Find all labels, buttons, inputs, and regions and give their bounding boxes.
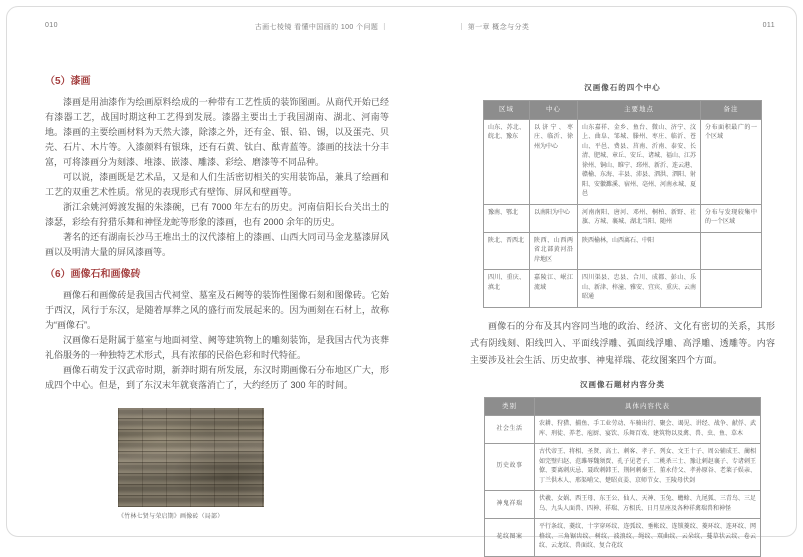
header-cell-category: 类别 — [485, 397, 535, 416]
page-number-right: 011 — [762, 22, 775, 29]
table-row — [485, 491, 761, 519]
header-cell-locations: 主要地点 — [578, 101, 701, 120]
cell-region: 豫南、鄂北 — [484, 204, 530, 232]
cell-center: 嘉陵江、岷江流域 — [530, 270, 578, 308]
cell-category: 神鬼祥瑞 — [485, 491, 535, 519]
cell-locations: 陕西榆林，山西离石、中阳 — [578, 232, 701, 270]
cell-notes: 分布与发现较集中的一个区域 — [701, 204, 762, 232]
cell-center: 以济宁、枣庄、临沂、徐州为中心 — [530, 119, 578, 204]
table-row — [484, 270, 762, 308]
section-heading-pictorial-stone: （6）画像石和画像砖 — [45, 269, 141, 280]
header-cell-content: 具体内容代表 — [535, 397, 761, 416]
cell-notes — [701, 232, 762, 270]
cell-notes: 分布面积最广的一个区域 — [701, 119, 762, 204]
table-theme-categories — [484, 397, 761, 557]
cell-content: 农耕、狩猎、捕鱼、手工业劳动、车骑出行、聚会、谒见、讲经、战争、献俘、武库、刑徒、养老、庖厨、宴饮、乐舞百戏、建筑物以及禽、兽、虫、鱼、草木 — [535, 416, 761, 444]
paragraph: 画像石的分布及其内容同当地的政治、经济、文化有密切的关系，其形式有阴线刻、阳线凹入、平面线浮雕、弧面线浮雕、高浮雕、透雕等。内容主要涉及社会生活、历史故事、神鬼祥瑞、花纹图案四个方面。 — [470, 320, 775, 365]
cell-content: 伏羲、女娲、西王母、东王公、仙人、天神、玉兔、蟾蜍、九尾狐、三青鸟、三足乌、九头人面兽、四神、祥瑞、方相氏、日月星座及各种祥禽瑞兽和神怪 — [535, 491, 761, 519]
table-header-row — [484, 101, 762, 120]
cell-notes — [701, 270, 762, 308]
cell-content: 平行条纹、菱纹、十字穿环纹、连弧纹、垂帐纹、连锁菱纹、菱环纹、连环纹、网格纹、三角锯齿纹、树纹、波浪纹、绳纹、双曲纹、云朵纹、蔓草状云纹、卷云纹、云龙纹、兽面纹、复合花纹 — [535, 519, 761, 557]
table-row — [485, 519, 761, 557]
paragraph: 汉画像石是附属于墓室与地面祠堂、阙等建筑物上的雕刻装饰，是我国古代为丧葬礼俗服务的一种独特艺术形式，具有浓郁的民俗色彩和时代特征。 — [45, 335, 389, 360]
cell-center: 以南阳为中心 — [530, 204, 578, 232]
table-row — [484, 204, 762, 232]
figure-caption: 《竹林七贤与荣启期》画像砖（局部） — [118, 514, 224, 520]
running-title-left: 古画七棱镜 看懂中国画的 100 个问题 ｜ — [254, 24, 388, 31]
table-centers-title: 汉画像石的四个中心 — [584, 83, 661, 92]
cell-region: 山东、苏北、皖北、豫东 — [484, 119, 530, 204]
paragraph: 漆画是用油漆作为绘画原料绘成的一种带有工艺性质的装饰图画。从商代开始已经有漆器工艺，战国时期这种工艺得到发展。漆器主要出土于我国湖南、湖北、河南等地。漆画的主要绘画材料为天然大漆，除漆之外，还有金、银、铅、锡，以及蛋壳、贝壳、石片、木片等。入漆颜料有银珠，还有石黄、钛白、酞青蓝等。漆画的技法十分丰富，可将漆画分为刻漆、堆漆、嵌漆、雕漆、彩绘、磨漆等不同品种。 — [45, 97, 389, 167]
cell-center: 陕西、山西两省北部黄河沿岸地区 — [530, 232, 578, 270]
paragraph: 著名的还有湖南长沙马王堆出土的汉代漆棺上的漆画、山西大同司马金龙墓漆屏风画以及明清大量的屏风漆画等。 — [45, 232, 389, 257]
cell-category: 社会生活 — [485, 416, 535, 444]
table-row — [484, 119, 762, 204]
paragraph: 画像石萌发于汉武帝时期，新莽时期有所发展，东汉时期画像石分布地区广大，形成四个中心。但是，到了东汉末年就衰落消亡了，大约经历了 300 年的时间。 — [45, 365, 389, 390]
header-cell-center: 中心 — [530, 101, 578, 120]
cell-category: 历史故事 — [485, 444, 535, 491]
cell-region: 陕北、晋西北 — [484, 232, 530, 270]
right-page — [470, 78, 775, 557]
paragraph: 可以说，漆画既是艺术品，又是和人们生活密切相关的实用装饰品，兼具了绘画和工艺的双重艺术性质。常见的表现形式有壁饰、屏风和壁画等。 — [45, 172, 389, 197]
table-header-row — [485, 397, 761, 416]
left-page — [45, 76, 389, 520]
paragraph: 画像石和画像砖是我国古代祠堂、墓室及石阙等的装饰性图像石刻和图像砖。它始于西汉，风行于东汉，是随着厚葬之风的盛行而发展起来的。因为画刻在石材上，故称为“画像石”。 — [45, 290, 389, 330]
table-row — [484, 232, 762, 270]
paragraph: 浙江余姚河姆渡发掘的朱漆碗，已有 7000 年左右的历史。河南信阳长台关出土的漆瑟，彩绘有狩猎乐舞和神怪龙蛇等形象的漆画，也有 2000 余年的历史。 — [45, 202, 389, 227]
table-row — [485, 416, 761, 444]
figure-block — [118, 408, 264, 520]
pictorial-brick-relief-image — [118, 408, 264, 507]
cell-category: 花纹图案 — [485, 519, 535, 557]
header-cell-notes: 备注 — [701, 101, 762, 120]
page-number-left: 010 — [45, 22, 58, 29]
table-row — [485, 444, 761, 491]
cell-region: 四川、重庆、滇北 — [484, 270, 530, 308]
header-cell-region: 区域 — [484, 101, 530, 120]
running-title-right: ｜ 第一章 概念与分类 — [458, 24, 530, 31]
cell-locations: 山东嘉祥、金乡、鱼台、微山、济宁、汶上、曲阜、邹城、滕州、枣庄、临沂、苍山、平邑、费县、莒南、沂南、泰安、长清、肥城、章丘、安丘、诸城、福山、江苏徐州、铜山、睢宁、邳州、新沂、连云港、赣榆、东海、丰县、沛县、泗洪、泗阳、射阳、安徽濉溪、宿州、亳州、河南永城、夏邑 — [578, 119, 701, 204]
cell-locations: 河南南阳、唐河、邓州、桐柏、新野、社旗、方城、襄城、湖北当阳、随州 — [578, 204, 701, 232]
table-four-centers — [483, 100, 762, 308]
cell-locations: 四川渠县、忠县、合川、成都、彭山、乐山、新津、梓潼、雅安、宜宾、重庆、云南昭通 — [578, 270, 701, 308]
section-heading-lacquer: （5）漆画 — [45, 76, 91, 87]
cell-content: 古代帝王、将相、圣贤、高士、刺客、孝子、列女、文王十子、周公辅成王、蔺相如完璧归赵、范雎辱魏须贾、孔子见老子、二桃杀三士、豫让刺赵襄子、专诸刺王僚、要离刺庆忌、聂政刺韩王、荆轲刺秦王、董永侍父、孝孙原谷、老莱子娱亲、丁兰供木人、邢渠哺父、楚昭贞姜、京师节女、王陵母伏剑 — [535, 444, 761, 491]
table-themes-title: 汉画像石题材内容分类 — [580, 379, 665, 389]
